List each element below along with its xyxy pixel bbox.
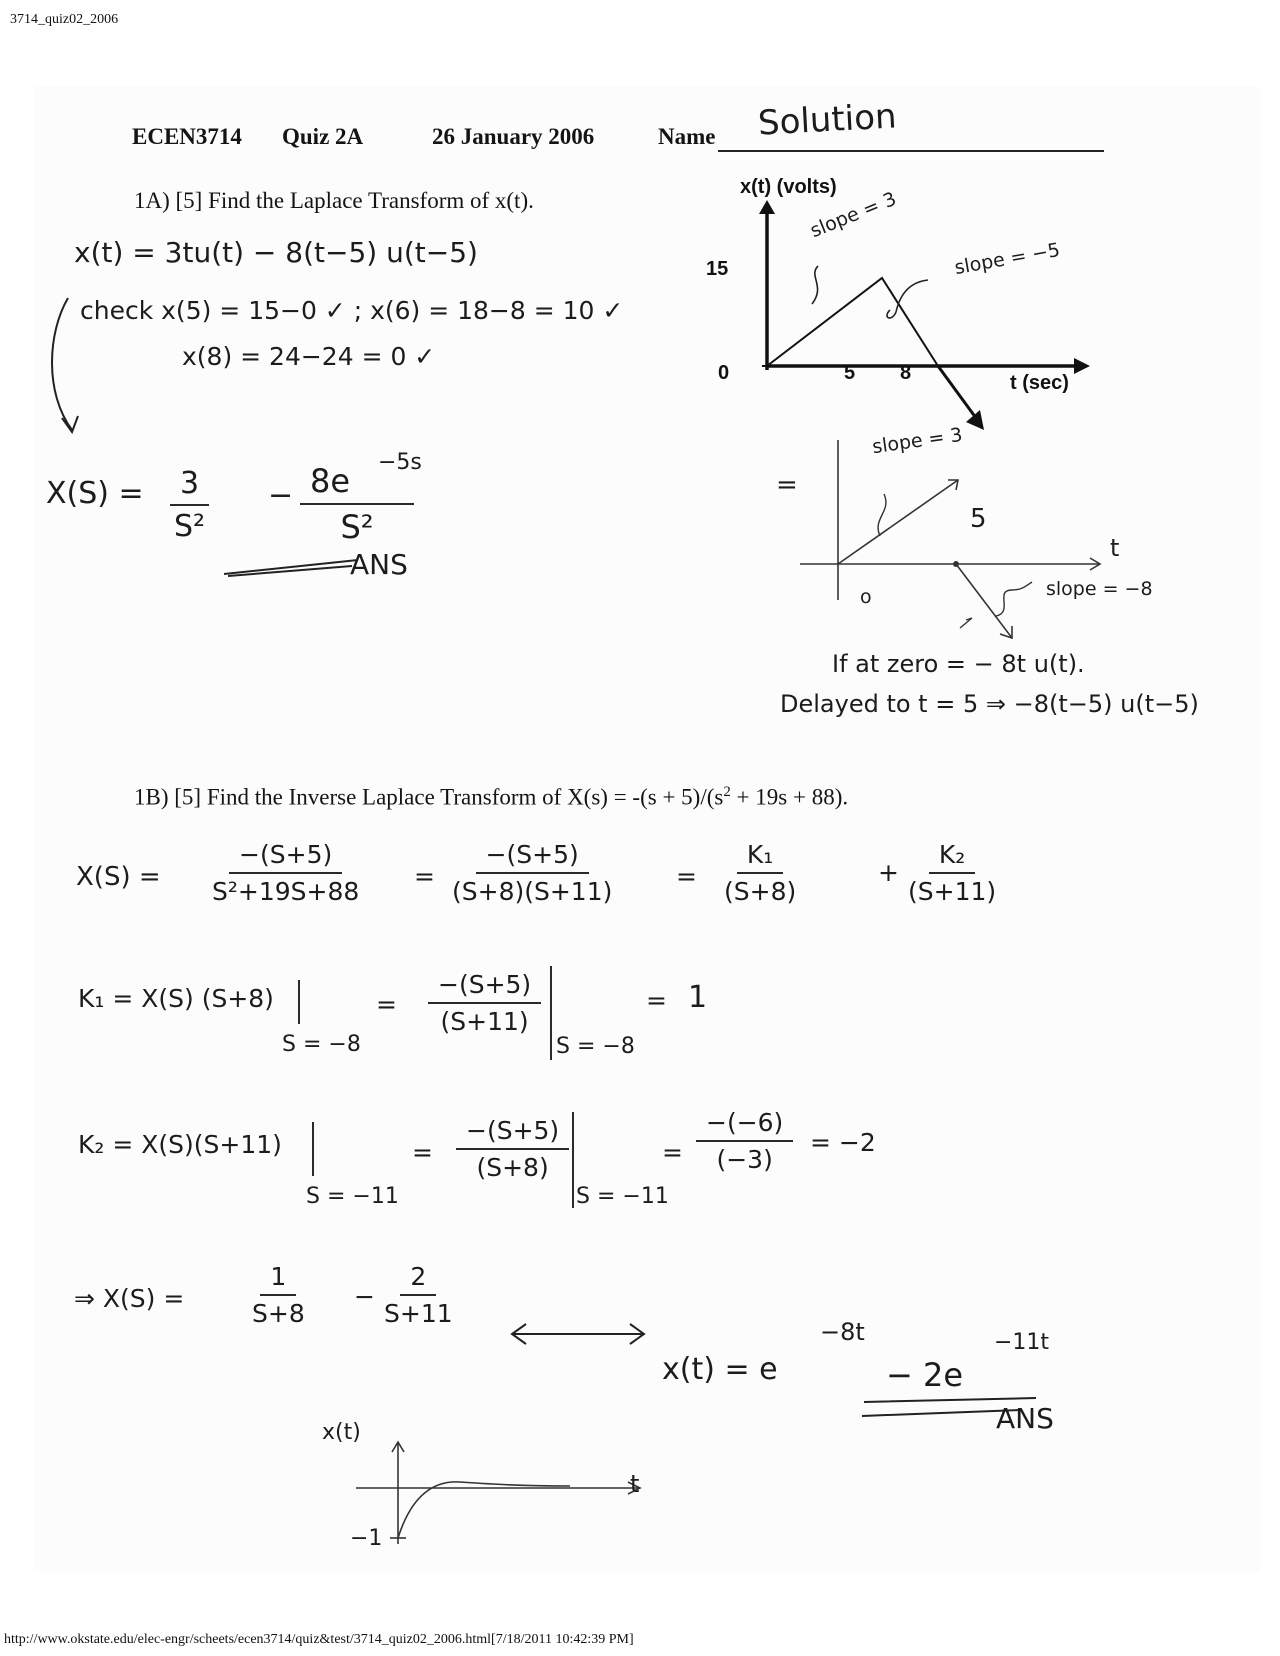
q1b-k2-fraction: $\frac{\text{K₂}}{(S+11)}$ [908, 840, 997, 906]
q1a-check-line: check x(5) = 15−0 ✓ ; x(6) = 18−8 = 10 ✓ [80, 296, 624, 325]
graph1-ytick-15: 15 [706, 258, 729, 280]
sketch-axis-t: t [630, 1470, 640, 1498]
graph1-continuation-arrowhead [966, 410, 984, 430]
q1b-xt-term-2: − 2e [886, 1356, 964, 1394]
graph1-ylabel: x(t) (volts) [740, 176, 837, 198]
q1b-answer-label: ANS [996, 1402, 1054, 1435]
graph1-xtick-8: 8 [900, 362, 912, 384]
q1b-k2-eq-2: = [662, 1138, 683, 1167]
q1b-k1-line: K₁ = X(S) (S+8) [78, 984, 274, 1013]
page-footer: http://www.okstate.edu/elec-engr/scheets/ecen3714/quiz&test/3714_quiz02_2006.html[7/18/2011 10:42:39 PM] [4, 1632, 634, 1647]
q1a-minus: − [268, 478, 294, 513]
graph1-xtick-0: 0 [718, 362, 730, 384]
q1a-term2-den: S² [340, 508, 374, 546]
q1a-xs-label: X(S) = [46, 476, 144, 511]
transform-pair-arrow [508, 1320, 648, 1350]
q1b-k2-eval-2: S = −11 [576, 1184, 669, 1209]
graph2-origin: o [860, 586, 872, 608]
q1b-xs-label: X(S) = [76, 862, 161, 892]
q1b-k1-eq: = [376, 990, 397, 1019]
q1a-term1 [170, 466, 209, 544]
q1b-eq-2: = [676, 862, 697, 891]
quiz-title: Quiz 2A [282, 124, 364, 149]
q1b-eq-1: = [414, 862, 435, 891]
q1b-k1-fraction-eval: $\frac{-(S+5)}{(S+11)}$ [428, 970, 541, 1036]
q1b-k2-result: = −2 [810, 1128, 876, 1157]
graph2-note-1: If at zero = − 8t u(t). [832, 650, 1085, 678]
sketch-curve [398, 1482, 570, 1538]
q1b-k1-eq-2: = [646, 986, 667, 1015]
q1b-k2-line: K₂ = X(S)(S+11) [78, 1130, 282, 1159]
q1b-xt-exp-2: −11t [994, 1330, 1050, 1355]
graph2-plot [800, 440, 1100, 640]
curved-arrow [40, 292, 100, 442]
graph2-slope-up: slope = 3 [870, 423, 964, 459]
name-value: Solution [757, 96, 898, 144]
q1b-xt-label: x(t) = e [662, 1352, 778, 1387]
q1b-k2-fraction-eval: $\frac{-(S+5)}{(S+8)}$ [456, 1116, 569, 1182]
q1b-k1-result: 1 [688, 980, 708, 1015]
graph1-slope-up: slope = 3 [807, 187, 900, 243]
q1a-prompt: 1A) [5] Find the Laplace Transform of x(t). [134, 188, 534, 213]
q1b-xt-exp-1: −8t [820, 1318, 865, 1346]
q1a-term2-num: 8e [310, 462, 351, 500]
graph2-equals: = [776, 470, 798, 500]
q1a-answer-label: ANS [350, 548, 408, 581]
graph2-axis-t: t [1110, 534, 1120, 562]
q1b-k2-fraction-numeric: $\frac{-(-6)}{(-3)}$ [696, 1108, 793, 1174]
q1b-k1-eval-2: S = −8 [556, 1034, 635, 1059]
name-line [718, 150, 1104, 152]
q1b-prompt: 1B) [5] Find the Inverse Laplace Transform of $X(s) = -(s + 5)/(s^2 + 19s + 88)$. [134, 784, 849, 810]
q1b-prompt-sup: 2 [723, 784, 731, 800]
name-label: Name [658, 124, 716, 149]
q1b-final-term-1: $\frac{1}{S+8}$ [252, 1262, 305, 1328]
graph1-slope-down: slope = −5 [952, 238, 1062, 280]
graph1-x-arrowhead [1074, 358, 1090, 374]
q1a-term2-exponent: −5s [378, 450, 422, 475]
sketch-minus-one: −1 [350, 1526, 383, 1551]
graph1-continuation [938, 366, 976, 418]
q1b-final-minus: − [354, 1282, 375, 1311]
graph2-ramp-up [838, 480, 958, 564]
graph2-slope-down: slope = −8 [1046, 578, 1153, 600]
q1b-k2-eval: S = −11 [306, 1184, 399, 1209]
q1a-term1-num: 3 [170, 466, 209, 506]
q1b-k1-eval: S = −8 [282, 1032, 361, 1057]
graph2-tick-5: 5 [970, 504, 987, 534]
sketch-ylabel: x(t) [322, 1420, 361, 1445]
quiz-date: 26 January 2006 [432, 124, 595, 149]
graph1-slope-marks [800, 262, 940, 342]
page-header: 3714_quiz02_2006 [10, 12, 119, 27]
q1b-plus: + [878, 858, 899, 887]
q1a-term1-den: S² [174, 509, 206, 544]
graph1-y-arrowhead [759, 200, 775, 214]
q1a-check-line-2: x(8) = 24−24 = 0 ✓ [182, 342, 436, 371]
q1a-answer-underline [222, 556, 362, 578]
course-code: ECEN3714 [132, 124, 242, 149]
q1b-k1-fraction: $\frac{\text{K₁}}{(S+8)}$ [724, 840, 797, 906]
sketch-plot [350, 1440, 660, 1550]
q1b-fraction-2: $\frac{-(S+5)}{(S+8)(S+11)}$ [452, 840, 613, 906]
q1b-k2-eq: = [412, 1138, 433, 1167]
q1b-fraction-1: $\frac{-(S+5)}{\text{S²+19S+88}}$ [212, 840, 360, 906]
graph2-note-2: Delayed to t = 5 ⇒ −8(t−5) u(t−5) [780, 690, 1199, 718]
graph1-xtick-5: 5 [844, 362, 856, 384]
graph1-xlabel: t (sec) [1010, 372, 1069, 394]
q1b-final-label: ⇒ X(S) = [74, 1284, 185, 1313]
q1a-xt-expression: x(t) = 3tu(t) − 8(t−5) u(t−5) [74, 236, 478, 269]
q1b-final-term-2: $\frac{2}{S+11}$ [384, 1262, 453, 1328]
